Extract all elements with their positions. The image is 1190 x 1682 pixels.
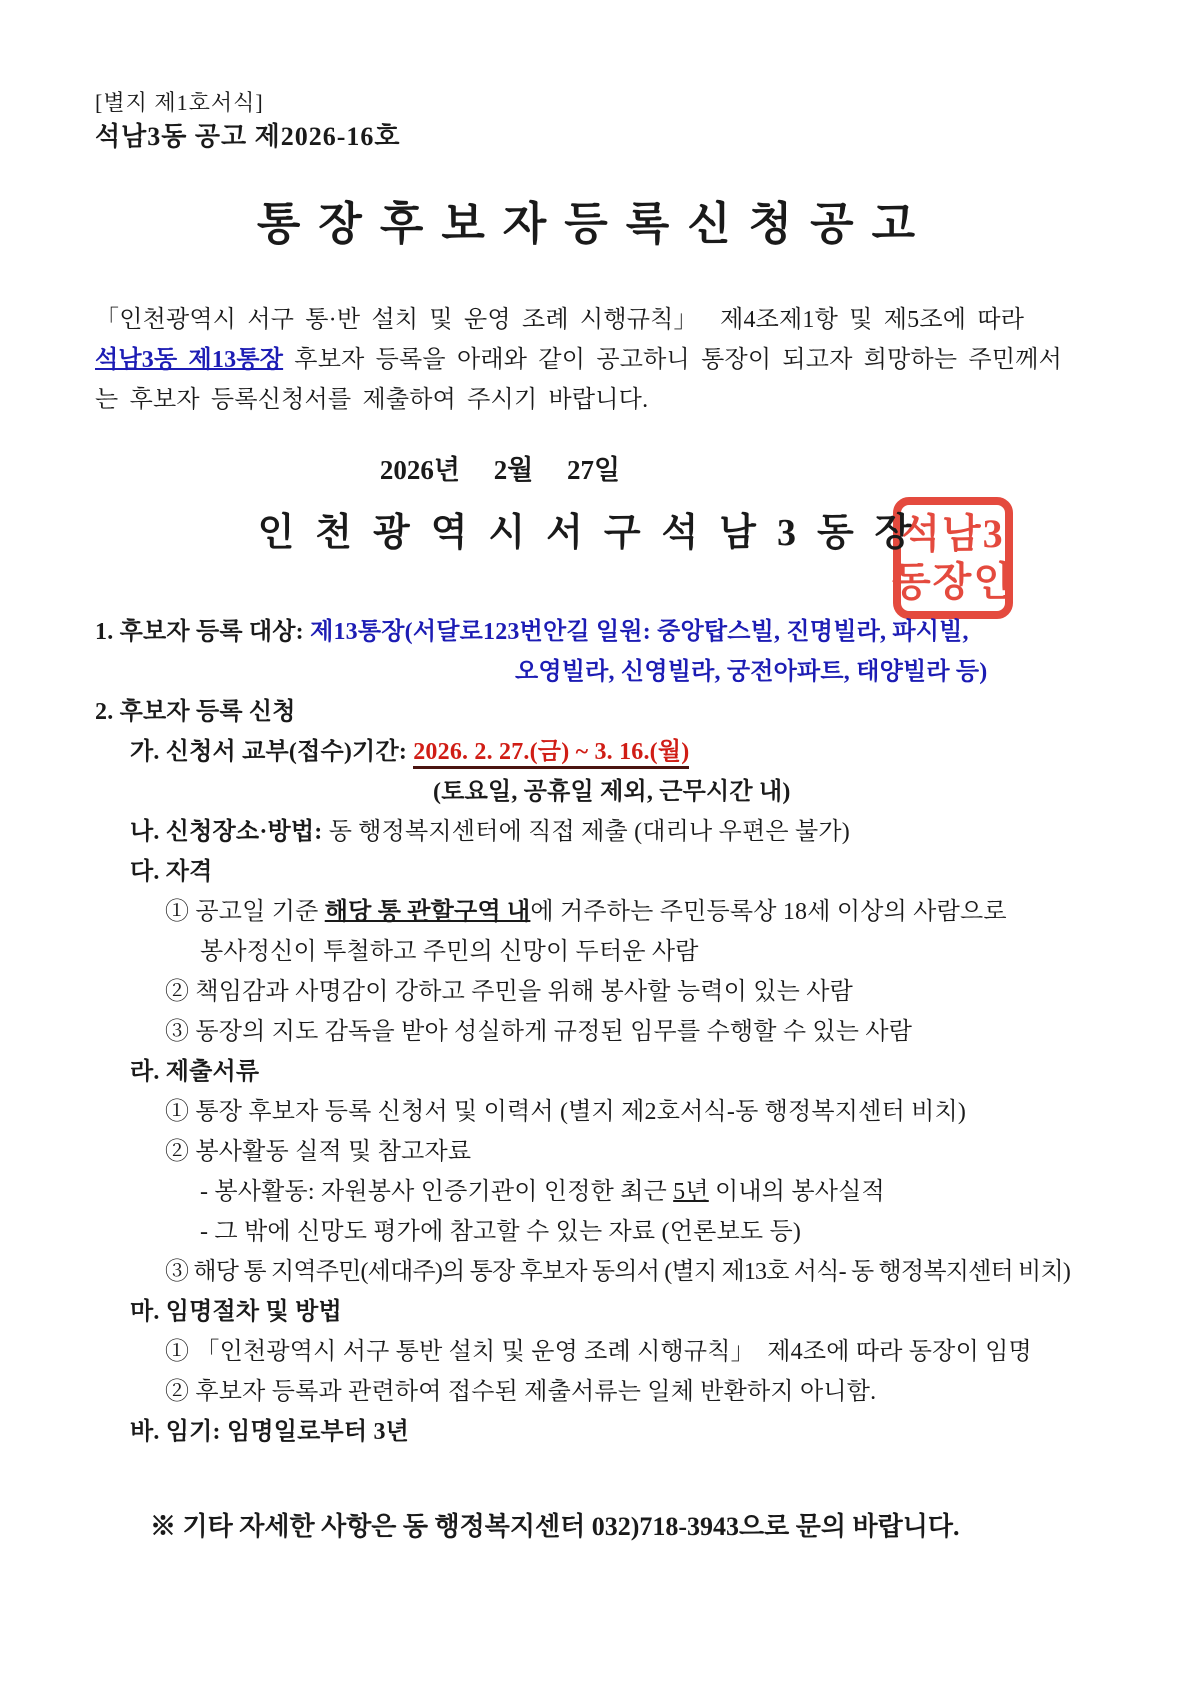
intro-line-2-rest: 후보자 등록을 아래와 같이 공고하니 통장이 되고자 희망하는 주민께서 <box>283 347 1063 373</box>
item-ra-1: ① 통장 후보자 등록 신청서 및 이력서 (별지 제2호서식-동 행정복지센터 비치) <box>165 1099 967 1125</box>
item-da-1-continued: 봉사정신이 투철하고 주민의 신망이 두터운 사람 <box>200 939 699 965</box>
item-na-text: 동 행정복지센터에 직접 제출 (대리나 우편은 불가) <box>328 819 850 845</box>
section1-target-line2: 오영빌라, 신영빌라, 궁전아파트, 태양빌라 등) <box>515 659 988 685</box>
item-da-1-pre: ① 공고일 기준 <box>165 899 325 925</box>
item-da-1 <box>95 892 1095 932</box>
item-da-1-emphasis: 해당 통 관할구역 내 <box>324 899 531 925</box>
intro-line-3: 는 후보자 등록신청서를 제출하여 주시기 바랍니다. <box>95 387 649 413</box>
item-ra-2: ② 봉사활동 실적 및 참고자료 <box>165 1139 472 1165</box>
section1-line1 <box>95 612 1095 652</box>
item-na-label: 나. 신청장소·방법: <box>130 819 329 845</box>
intro-line-1: 「인천광역시 서구 통·반 설치 및 운영 조례 시행규칙」 제4조제1항 및 제5조에 따라 <box>95 307 1025 333</box>
item-ra-2-dash2: - 그 밖에 신망도 평가에 참고할 수 있는 자료 (언론보도 등) <box>200 1219 802 1245</box>
intro-paragraph <box>95 300 1095 420</box>
item-da-label: 다. 자격 <box>130 859 213 885</box>
notice-body <box>95 612 1095 1452</box>
seal-text-row1: 석남3 <box>901 511 1005 556</box>
item-ma-2: ② 후보자 등록과 관련하여 접수된 제출서류는 일체 반환하지 아니함. <box>165 1379 877 1405</box>
section2-label: 2. 후보자 등록 신청 <box>95 699 296 725</box>
item-ma-label: 마. 임명절차 및 방법 <box>130 1299 342 1325</box>
item-da-1-post: 에 거주하는 주민등록상 18세 이상의 사람으로 <box>530 899 1007 925</box>
item-ra-3: ③ 해당 통 지역주민(세대주)의 통장 후보자 동의서 (별지 제13호 서식- 동 행정복지센터 비치) <box>165 1259 1071 1285</box>
form-label: [별지 제1호서식] <box>95 90 264 115</box>
item-ra-label: 라. 제출서류 <box>130 1059 260 1085</box>
item-da-2: ② 책임감과 사명감이 강하고 주민을 위해 봉사할 능력이 있는 사람 <box>165 979 853 1005</box>
ra2-dash1-post: 이내의 봉사실적 <box>708 1179 885 1205</box>
ra2-dash1-underlined: 5년 <box>673 1179 709 1205</box>
document-title: 통장후보자등록신청공고 <box>256 199 934 249</box>
item-ga-note: (토요일, 공휴일 제외, 근무시간 내) <box>433 779 791 805</box>
item-da-3: ③ 동장의 지도 감독을 받아 성실하게 규정된 임무를 수행할 수 있는 사람 <box>165 1019 913 1045</box>
item-ma-1: ① 「인천광역시 서구 통반 설치 및 운영 조례 시행규칙」 제4조에 따라 동장이 임명 <box>165 1339 1032 1365</box>
item-na <box>95 812 1095 852</box>
registration-period: 2026. 2. 27.(금) ~ 3. 16.(월) <box>413 739 689 769</box>
announcement-date: 2026년 2월 27일 <box>379 455 621 485</box>
issuer-name: 인천광역시서구석남3동장 <box>257 512 933 554</box>
intro-line-2 <box>95 340 1095 380</box>
item-ga <box>95 732 1095 772</box>
section1-line2 <box>95 652 1095 692</box>
item-ga-label: 가. 신청서 교부(접수)기간: <box>130 739 414 765</box>
notice-number: 석남3동 공고 제2026-16호 <box>95 122 401 151</box>
highlight-dong-tong: 석남3동 제13통장 <box>95 347 284 373</box>
section1-label: 1. 후보자 등록 대상: <box>95 619 311 645</box>
section1-target-line1: 제13통장(서달로123번안길 일원: 중앙탑스빌, 진명빌라, 파시빌, <box>310 619 969 645</box>
item-ba-label: 바. 임기: 임명일로부터 3년 <box>130 1419 410 1445</box>
contact-note: ※ 기타 자세한 사항은 동 행정복지센터 032)718-3943으로 문의 바랍니다. <box>150 1512 960 1541</box>
ra2-dash1-pre: - 봉사활동: 자원봉사 인증기관이 인정한 최근 <box>200 1179 674 1205</box>
item-ra-2-dash1 <box>95 1172 1095 1212</box>
seal-text-row2: 동장인 <box>892 559 1014 604</box>
